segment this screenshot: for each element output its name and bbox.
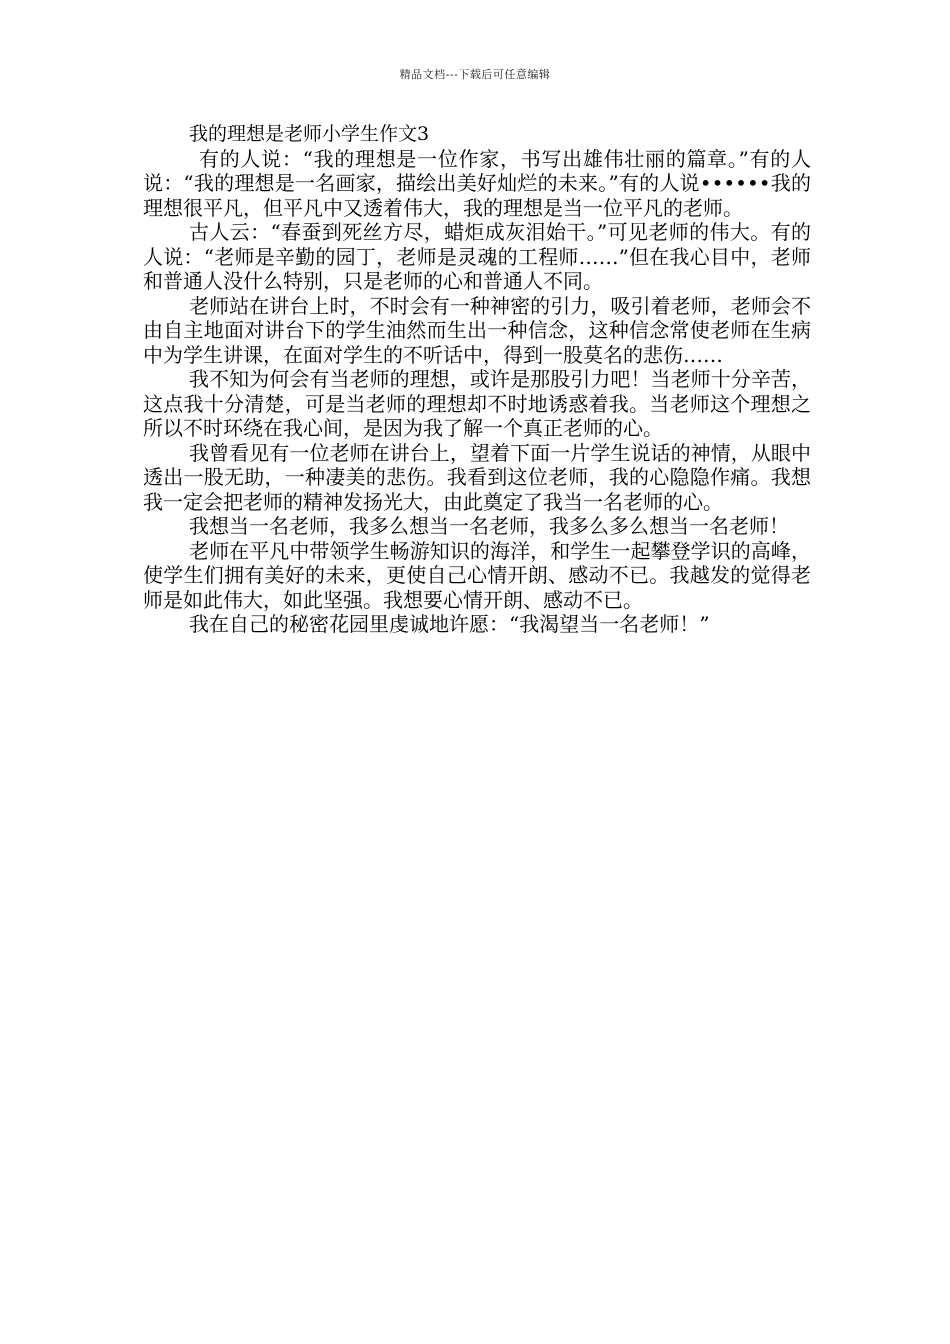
paragraph-6: 我想当一名老师，我多么想当一名老师，我多么多么想当一名老师！ bbox=[189, 514, 789, 538]
paragraph-8: 我在自己的秘密花园里虔诚地许愿：“我渴望当一名老师！” bbox=[189, 612, 710, 636]
paragraph-4: 我不知为何会有当老师的理想，或许是那股引力吧！当老师十分辛苦，这点我十分清楚，可是当老师的理想却不时地诱惑着我。当老师这个理想之所以不时环绕在我心间，是因为我了解一个真正老师的心。 bbox=[143, 367, 811, 440]
paragraph-2: 古人云：“春蚕到死丝方尽，蜡炬成灰泪始干。”可见老师的伟大。有的人说：“老师是辛勤的园丁，老师是灵魂的工程师……”但在我心目中，老师和普通人没什么特别，只是老师的心和普通人不同。 bbox=[143, 220, 811, 293]
article-title: 我的理想是老师小学生作文3 bbox=[189, 123, 430, 145]
paragraph-3: 老师站在讲台上时，不时会有一种神密的引力，吸引着老师，老师会不由自主地面对讲台下的学生油然而生出一种信念，这种信念常使老师在生病中为学生讲课，在面对学生的不听话中，得到一股莫名的悲伤…… bbox=[143, 293, 811, 367]
paragraph-7: 老师在平凡中带领学生畅游知识的海洋，和学生一起攀登学识的高峰，使学生们拥有美好的未来，更使自己心情开朗、感动不已。我越发的觉得老师是如此伟大，如此坚强。我想要心情开朗、感动不已。 bbox=[143, 538, 811, 612]
page-header: 精品文档---下载后可任意编辑 bbox=[399, 68, 551, 81]
paragraph-1: 有的人说：“我的理想是一位作家，书写出雄伟壮丽的篇章。”有的人说：“我的理想是一名画家，描绘出美好灿烂的未来。”有的人说••••••我的理想很平凡，但平凡中又透着伟大，我的理想是当一位平凡的老师。 bbox=[143, 146, 811, 220]
article bbox=[143, 122, 811, 637]
paragraph-5: 我曾看见有一位老师在讲台上，望着下面一片学生说话的神情，从眼中透出一股无助，一种凄美的悲伤。我看到这位老师，我的心隐隐作痛。我想我一定会把老师的精神发扬光大，由此奠定了我当一名老师的心。 bbox=[143, 440, 811, 514]
